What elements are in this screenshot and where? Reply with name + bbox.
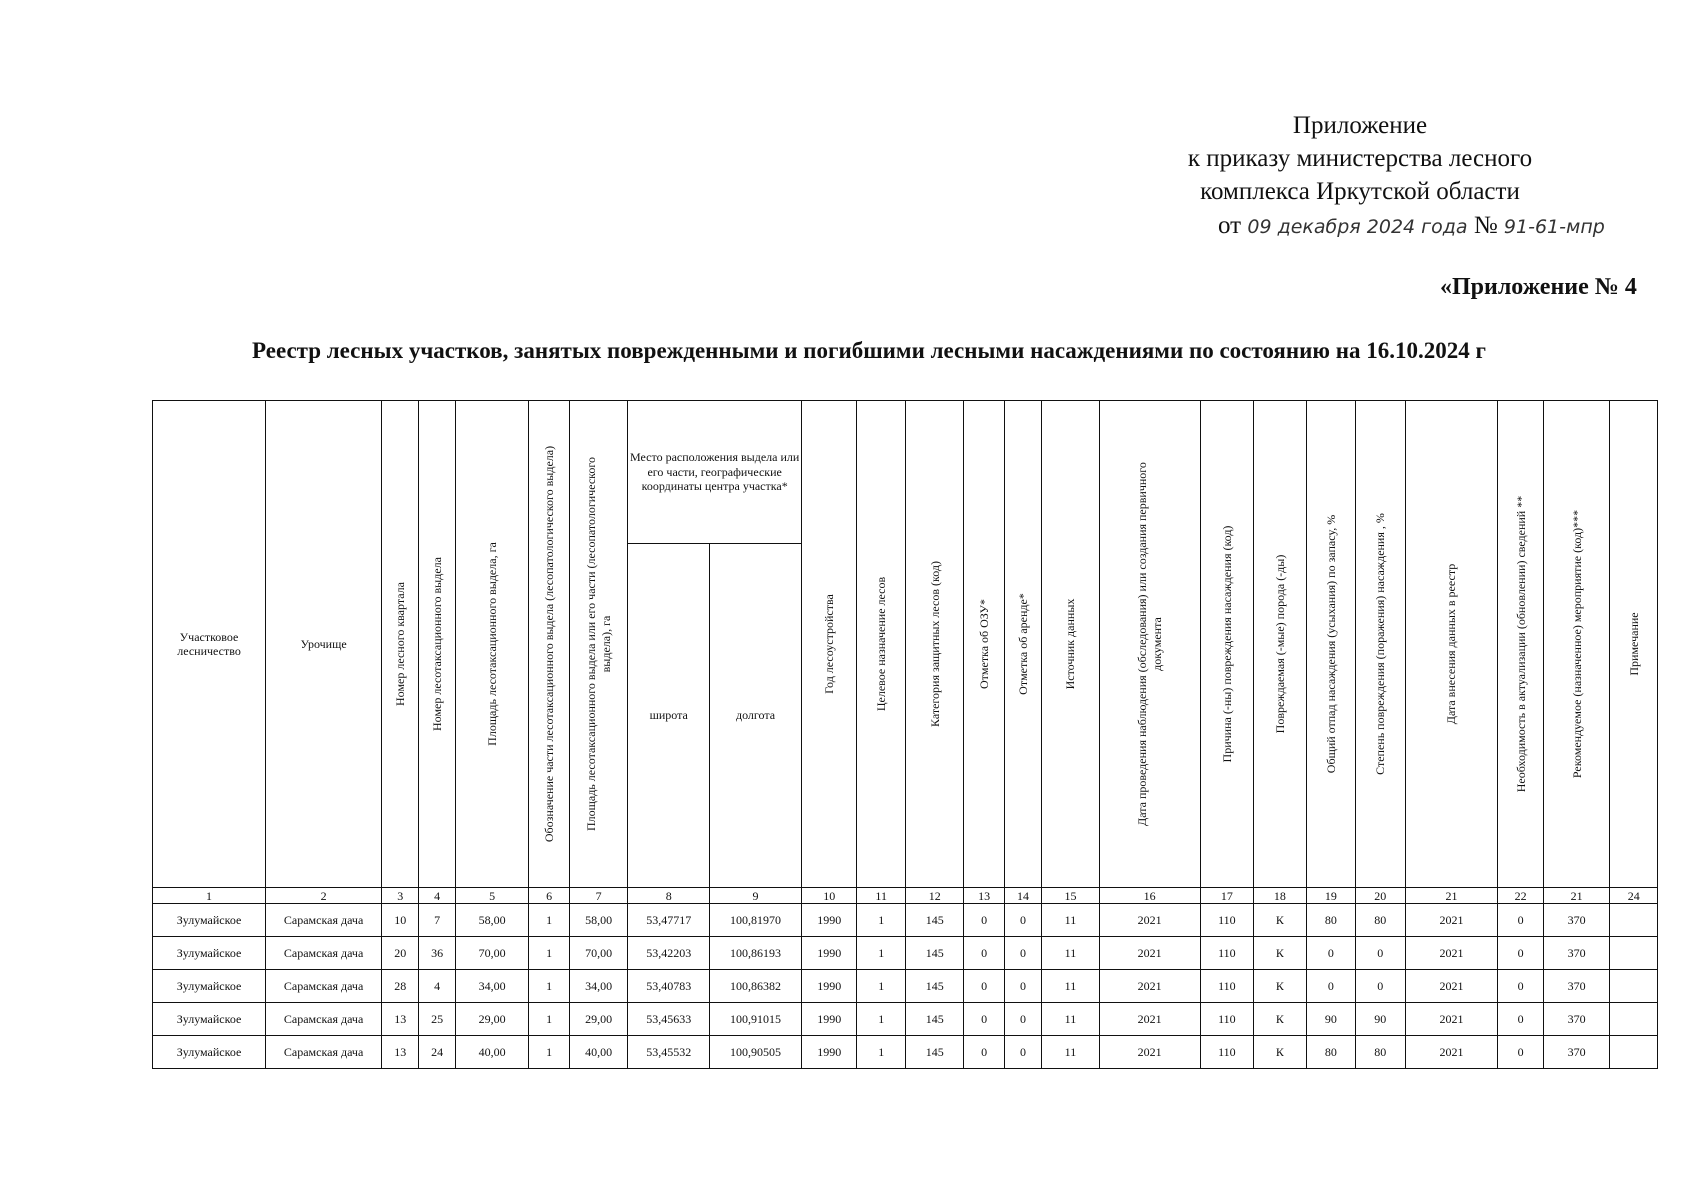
table-cell: 370 bbox=[1543, 937, 1610, 970]
table-cell: 100,91015 bbox=[710, 1003, 802, 1036]
col-header-entry-date bbox=[1405, 401, 1498, 888]
table-cell: 1 bbox=[529, 1003, 569, 1036]
col-header-ozu bbox=[964, 401, 1004, 888]
col-header-damage bbox=[1356, 401, 1405, 888]
table-cell: 145 bbox=[905, 904, 964, 937]
col-header-latitude bbox=[628, 544, 710, 888]
table-cell: 0 bbox=[1004, 1036, 1041, 1069]
col-header-text: Урочище bbox=[300, 636, 347, 651]
table-cell bbox=[1610, 1003, 1658, 1036]
table-cell: 0 bbox=[1306, 970, 1355, 1003]
col-header-text: Целевое назначение лесов bbox=[874, 576, 889, 712]
table-cell: 1 bbox=[857, 904, 905, 937]
table-cell: 110 bbox=[1200, 904, 1253, 937]
table-cell: 370 bbox=[1543, 1003, 1610, 1036]
table-cell: 58,00 bbox=[455, 904, 529, 937]
table-cell: 2021 bbox=[1405, 970, 1498, 1003]
col-header-text: долгота bbox=[735, 708, 776, 723]
col-header-loss bbox=[1306, 401, 1355, 888]
table-row bbox=[153, 970, 1658, 1003]
col-header-text: Номер лесного квартала bbox=[393, 582, 408, 706]
table-cell bbox=[1610, 970, 1658, 1003]
appendix-line-3: комплекса Иркутской области bbox=[1200, 178, 1520, 205]
table-cell: 1 bbox=[529, 904, 569, 937]
column-number: 13 bbox=[964, 888, 1004, 904]
table-cell: 1990 bbox=[801, 1036, 857, 1069]
col-header-text: Примечание bbox=[1626, 612, 1641, 676]
table-cell: 145 bbox=[905, 1036, 964, 1069]
column-number: 6 bbox=[529, 888, 569, 904]
column-number: 9 bbox=[710, 888, 802, 904]
table-cell: Зулумайское bbox=[153, 1003, 266, 1036]
table-cell: К bbox=[1254, 970, 1306, 1003]
table-cell bbox=[1610, 937, 1658, 970]
col-header-quarter bbox=[382, 401, 419, 888]
table-cell: 90 bbox=[1356, 1003, 1405, 1036]
column-number: 5 bbox=[455, 888, 529, 904]
table-cell: 40,00 bbox=[455, 1036, 529, 1069]
col-header-text: широта bbox=[649, 708, 688, 723]
table-cell: 53,40783 bbox=[628, 970, 710, 1003]
table-cell: К bbox=[1254, 904, 1306, 937]
table-cell: 13 bbox=[382, 1036, 419, 1069]
col-header-text: Причина (-ны) повреждения насаждения (код) bbox=[1219, 525, 1234, 763]
table-cell: 2021 bbox=[1405, 1036, 1498, 1069]
table-cell: 0 bbox=[964, 970, 1004, 1003]
table-cell: 11 bbox=[1042, 1036, 1100, 1069]
table-cell: 0 bbox=[1004, 904, 1041, 937]
col-header-text: Год лесоустройства bbox=[822, 594, 837, 694]
table-row bbox=[153, 1036, 1658, 1069]
table-cell: 1990 bbox=[801, 904, 857, 937]
table-row bbox=[153, 937, 1658, 970]
table-cell: К bbox=[1254, 937, 1306, 970]
col-header-text: Общий отпад насаждения (усыхания) по запасу, % bbox=[1323, 514, 1338, 774]
table-cell: Зулумайское bbox=[153, 1036, 266, 1069]
table-cell: 70,00 bbox=[569, 937, 628, 970]
table-cell: 29,00 bbox=[455, 1003, 529, 1036]
column-number: 22 bbox=[1498, 888, 1543, 904]
column-number: 20 bbox=[1356, 888, 1405, 904]
table-cell: 0 bbox=[1498, 970, 1543, 1003]
col-header-part bbox=[529, 401, 569, 888]
table-cell: 370 bbox=[1543, 970, 1610, 1003]
col-header-text: Необходимость в актуализации (обновлении) сведений ** bbox=[1513, 495, 1528, 793]
table-cell: 40,00 bbox=[569, 1036, 628, 1069]
table-cell: 53,45633 bbox=[628, 1003, 710, 1036]
column-number: 24 bbox=[1610, 888, 1658, 904]
column-number: 21 bbox=[1543, 888, 1610, 904]
column-number: 10 bbox=[801, 888, 857, 904]
table-cell: 36 bbox=[419, 937, 455, 970]
table-cell: 0 bbox=[1004, 937, 1041, 970]
col-header-vydel bbox=[419, 401, 455, 888]
table-cell: 80 bbox=[1306, 1036, 1355, 1069]
table-cell: 2021 bbox=[1099, 970, 1200, 1003]
table-cell: 0 bbox=[1498, 1003, 1543, 1036]
table-cell: 1 bbox=[857, 937, 905, 970]
table-cell: 34,00 bbox=[569, 970, 628, 1003]
registry-table bbox=[152, 400, 1658, 1069]
table-cell: 0 bbox=[1498, 904, 1543, 937]
col-header-text: Категория защитных лесов (код) bbox=[927, 560, 942, 728]
number-label: № bbox=[1473, 212, 1498, 239]
col-header-location bbox=[628, 401, 802, 544]
col-header-text: Отметка об ОЗУ* bbox=[976, 598, 991, 690]
table-cell: 2021 bbox=[1099, 904, 1200, 937]
table-cell: 4 bbox=[419, 970, 455, 1003]
table-cell: 1990 bbox=[801, 970, 857, 1003]
table-cell: Сарамская дача bbox=[266, 937, 382, 970]
table-cell: 145 bbox=[905, 970, 964, 1003]
col-header-text: Дата внесения данных в реестр bbox=[1444, 563, 1459, 725]
document-title: Реестр лесных участков, занятых поврежденными и погибшими лесными насаждениями по состоянию на 16.10.2024 г bbox=[252, 338, 1486, 363]
column-number: 17 bbox=[1200, 888, 1253, 904]
column-number: 21 bbox=[1405, 888, 1498, 904]
table-cell: 0 bbox=[964, 1003, 1004, 1036]
col-header-vydel-area bbox=[455, 401, 529, 888]
table-cell: 90 bbox=[1306, 1003, 1355, 1036]
column-number-row bbox=[153, 888, 1658, 904]
table-cell: 0 bbox=[1498, 1036, 1543, 1069]
appendix-number: «Приложение № 4 bbox=[1440, 274, 1637, 300]
table-cell: 0 bbox=[1498, 937, 1543, 970]
table-cell: 0 bbox=[1004, 1003, 1041, 1036]
column-number: 19 bbox=[1306, 888, 1355, 904]
table-cell: 70,00 bbox=[455, 937, 529, 970]
table-cell: 1 bbox=[857, 1003, 905, 1036]
table-cell: 2021 bbox=[1405, 937, 1498, 970]
col-header-text: Дата проведения наблюдения (обследования) или создания первичного документа bbox=[1134, 462, 1164, 826]
table-cell: Зулумайское bbox=[153, 904, 266, 937]
table-cell: 110 bbox=[1200, 1003, 1253, 1036]
table-cell: 100,86193 bbox=[710, 937, 802, 970]
col-header-text: Номер лесотаксационного выдела bbox=[429, 557, 444, 731]
table-cell: Сарамская дача bbox=[266, 1003, 382, 1036]
column-number: 1 bbox=[153, 888, 266, 904]
order-date-number bbox=[1218, 212, 1605, 240]
col-header-text: Отметка об аренде* bbox=[1015, 593, 1030, 695]
col-header-text: Участковое лесничество bbox=[177, 629, 241, 658]
table-cell: 2021 bbox=[1099, 937, 1200, 970]
table-cell: 11 bbox=[1042, 970, 1100, 1003]
column-number: 11 bbox=[857, 888, 905, 904]
col-header-inventory-year bbox=[801, 401, 857, 888]
from-label: от bbox=[1218, 212, 1242, 239]
table-cell: Сарамская дача bbox=[266, 1036, 382, 1069]
col-header-measure bbox=[1543, 401, 1610, 888]
table-cell: 2021 bbox=[1405, 1003, 1498, 1036]
table-cell: 58,00 bbox=[569, 904, 628, 937]
table-cell: 110 bbox=[1200, 970, 1253, 1003]
table-cell: 80 bbox=[1356, 1036, 1405, 1069]
col-header-text: Степень повреждения (поражения) насаждения , % bbox=[1373, 513, 1388, 775]
col-header-cause bbox=[1200, 401, 1253, 888]
col-header-text: Место расположения выдела или его части, географические координаты центра участка* bbox=[630, 450, 800, 494]
col-header-tract bbox=[266, 401, 382, 888]
column-number: 4 bbox=[419, 888, 455, 904]
table-cell: 100,90505 bbox=[710, 1036, 802, 1069]
table-cell: 1 bbox=[529, 1036, 569, 1069]
table-cell: 0 bbox=[964, 904, 1004, 937]
col-header-text: Повреждаемая (-мые) порода (-ды) bbox=[1272, 554, 1287, 734]
col-header-protective bbox=[905, 401, 964, 888]
table-cell: 1990 bbox=[801, 1003, 857, 1036]
table-cell: 28 bbox=[382, 970, 419, 1003]
table-cell: 1 bbox=[857, 1036, 905, 1069]
table-cell: 0 bbox=[1306, 937, 1355, 970]
table-cell: 370 bbox=[1543, 1036, 1610, 1069]
column-number: 7 bbox=[569, 888, 628, 904]
table-cell: 145 bbox=[905, 1003, 964, 1036]
table-cell: К bbox=[1254, 1003, 1306, 1036]
table-cell: 0 bbox=[964, 1036, 1004, 1069]
table-cell: 1 bbox=[529, 970, 569, 1003]
table-cell: 0 bbox=[1356, 970, 1405, 1003]
col-header-text: Рекомендуемое (назначенное) мероприятие (код)*** bbox=[1569, 509, 1584, 779]
table-cell: 53,45532 bbox=[628, 1036, 710, 1069]
table-cell: 25 bbox=[419, 1003, 455, 1036]
col-header-source bbox=[1042, 401, 1100, 888]
table-cell: 370 bbox=[1543, 904, 1610, 937]
column-number: 16 bbox=[1099, 888, 1200, 904]
col-header-forestry bbox=[153, 401, 266, 888]
appendix-line-2: к приказу министерства лесного bbox=[1187, 145, 1533, 172]
col-header-text: Площадь лесотаксационного выдела, га bbox=[484, 542, 499, 746]
table-cell: 1 bbox=[857, 970, 905, 1003]
table-cell: 80 bbox=[1356, 904, 1405, 937]
column-number: 12 bbox=[905, 888, 964, 904]
table-cell: 53,47717 bbox=[628, 904, 710, 937]
col-header-text: Источник данных bbox=[1063, 598, 1078, 690]
table-cell: Сарамская дача bbox=[266, 904, 382, 937]
table-row bbox=[153, 904, 1658, 937]
table-cell: 100,81970 bbox=[710, 904, 802, 937]
table-cell: Зулумайское bbox=[153, 937, 266, 970]
col-header-purpose bbox=[857, 401, 905, 888]
table-cell: 2021 bbox=[1405, 904, 1498, 937]
table-cell: 0 bbox=[1004, 970, 1041, 1003]
handwritten-date: 09 декабря 2024 года bbox=[1247, 216, 1468, 238]
table-cell: 11 bbox=[1042, 937, 1100, 970]
table-cell: 13 bbox=[382, 1003, 419, 1036]
table-cell: 11 bbox=[1042, 1003, 1100, 1036]
table-cell: 29,00 bbox=[569, 1003, 628, 1036]
table-cell bbox=[1610, 904, 1658, 937]
table-cell bbox=[1610, 1036, 1658, 1069]
table-row bbox=[153, 1003, 1658, 1036]
column-number: 2 bbox=[266, 888, 382, 904]
col-header-species bbox=[1254, 401, 1306, 888]
table-cell: К bbox=[1254, 1036, 1306, 1069]
table-cell: Сарамская дача bbox=[266, 970, 382, 1003]
table-cell: 2021 bbox=[1099, 1036, 1200, 1069]
col-header-survey-date bbox=[1099, 401, 1200, 888]
table-cell: 2021 bbox=[1099, 1003, 1200, 1036]
column-number: 8 bbox=[628, 888, 710, 904]
table-cell: 34,00 bbox=[455, 970, 529, 1003]
table-cell: 7 bbox=[419, 904, 455, 937]
table-cell: 11 bbox=[1042, 904, 1100, 937]
table-cell: 1 bbox=[529, 937, 569, 970]
column-number: 3 bbox=[382, 888, 419, 904]
table-cell: Зулумайское bbox=[153, 970, 266, 1003]
col-header-lease bbox=[1004, 401, 1041, 888]
col-header-part-area bbox=[569, 401, 628, 888]
appendix-title: Приложение bbox=[1292, 112, 1428, 139]
table-cell: 100,86382 bbox=[710, 970, 802, 1003]
table-cell: 0 bbox=[964, 937, 1004, 970]
table-cell: 0 bbox=[1356, 937, 1405, 970]
table-cell: 10 bbox=[382, 904, 419, 937]
table-cell: 20 bbox=[382, 937, 419, 970]
col-header-update-need bbox=[1498, 401, 1543, 888]
table-cell: 110 bbox=[1200, 1036, 1253, 1069]
table-cell: 24 bbox=[419, 1036, 455, 1069]
col-header-text: Площадь лесотаксационного выдела или его части (лесопатологического выдела), га bbox=[583, 457, 613, 832]
col-header-note bbox=[1610, 401, 1658, 888]
column-number: 18 bbox=[1254, 888, 1306, 904]
table-cell: 80 bbox=[1306, 904, 1355, 937]
table-cell: 110 bbox=[1200, 937, 1253, 970]
table-cell: 53,42203 bbox=[628, 937, 710, 970]
table-cell: 145 bbox=[905, 937, 964, 970]
handwritten-number: 91-61-мпр bbox=[1503, 216, 1605, 238]
table-cell: 1990 bbox=[801, 937, 857, 970]
col-header-text: Обозначение части лесотаксационного выдела (лесопатологического выдела) bbox=[541, 445, 556, 843]
column-number: 14 bbox=[1004, 888, 1041, 904]
column-number: 15 bbox=[1042, 888, 1100, 904]
col-header-longitude bbox=[710, 544, 802, 888]
